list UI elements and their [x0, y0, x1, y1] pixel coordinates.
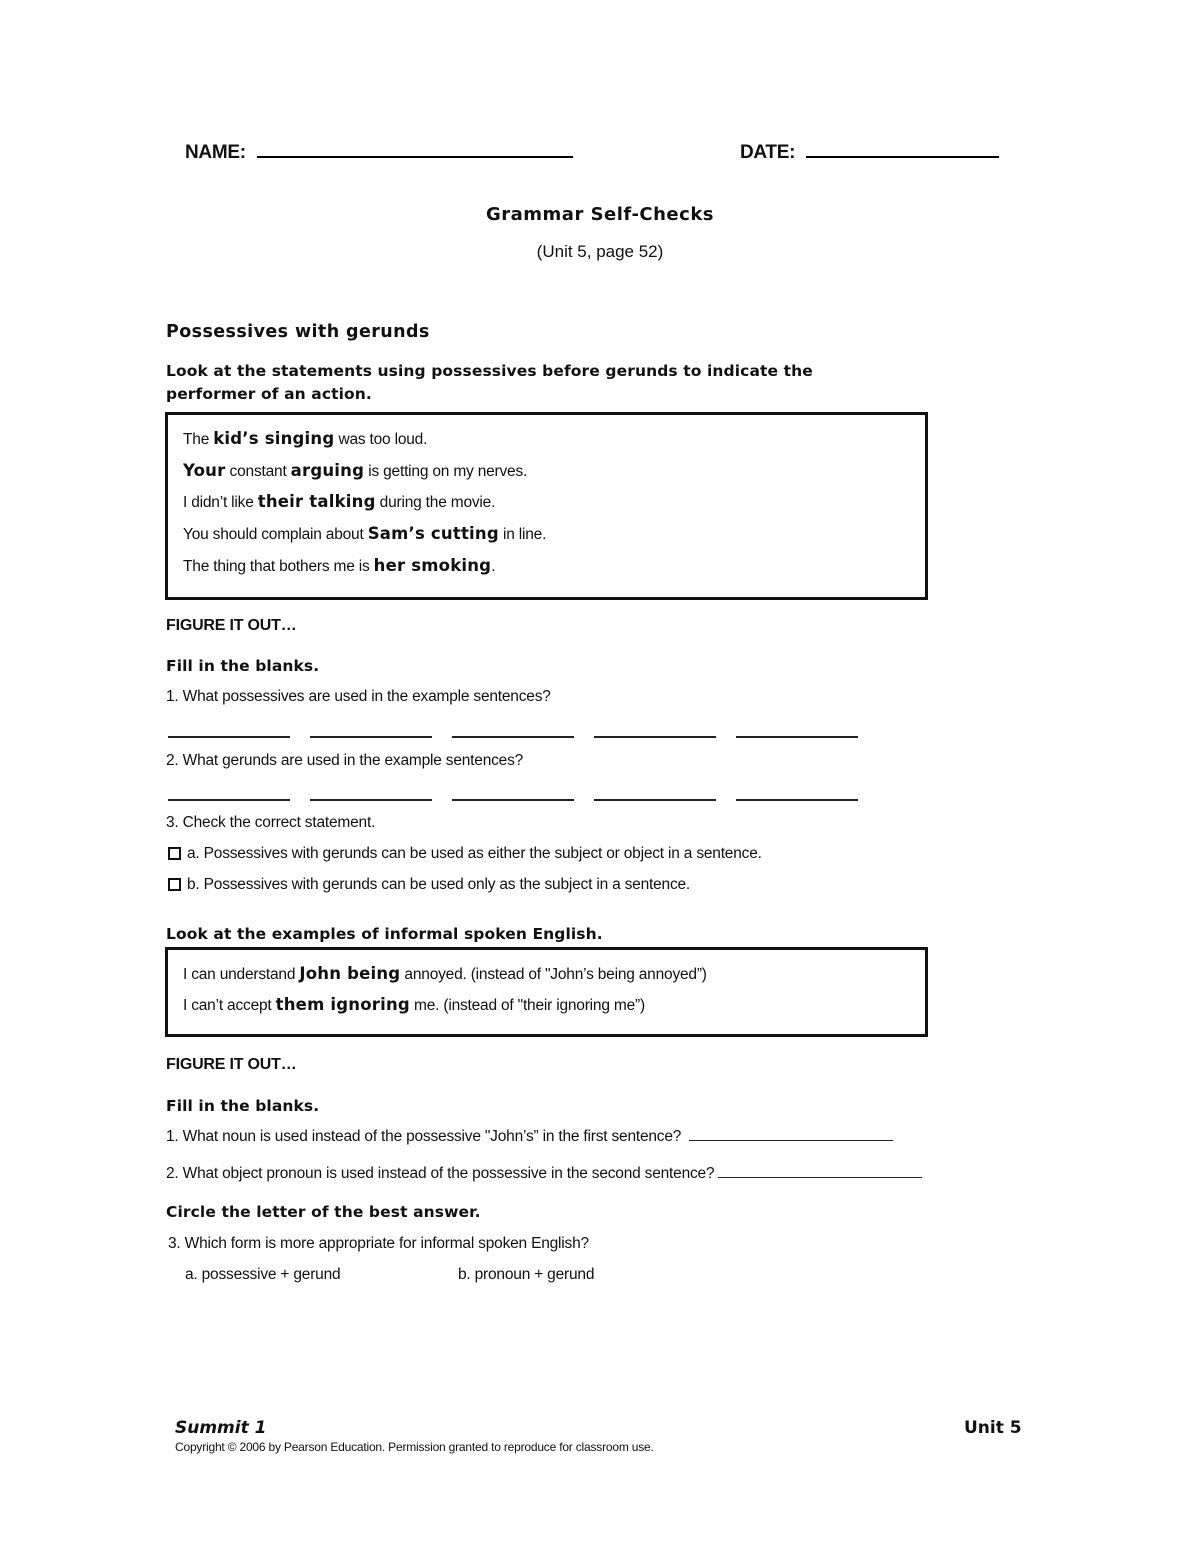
fill-blanks-heading: Fill in the blanks. [166, 657, 320, 675]
option-b[interactable]: b. Possessives with gerunds can be used only as the subject in a sentence. [168, 876, 690, 894]
fill-blanks-heading: Fill in the blanks. [166, 1097, 320, 1115]
answer-blank[interactable] [168, 799, 290, 801]
answer-blank[interactable] [736, 799, 858, 801]
answer-blank[interactable] [310, 799, 432, 801]
example-sentence: You should complain about Sam’s cutting in line. [183, 524, 547, 543]
figure-it-out-heading: FIGURE IT OUT… [166, 617, 297, 634]
examples-box [165, 412, 928, 600]
example-sentence: I didn’t like their talking during the movie. [183, 492, 496, 511]
question-3: 3. Check the correct statement. [166, 814, 376, 831]
option-a[interactable]: a. Possessives with gerunds can be used as either the subject or object in a sentence. [168, 845, 762, 863]
example-sentence: Your constant arguing is getting on my nerves. [183, 461, 528, 480]
page-title: Grammar Self-Checks [485, 204, 714, 225]
answer-blanks-q2 [168, 799, 858, 801]
answer-blank[interactable] [689, 1140, 893, 1141]
example-sentence: I can understand John being annoyed. (instead of "John’s being annoyed”) [183, 964, 707, 983]
example-sentence: The kid’s singing was too loud. [183, 429, 428, 448]
checkbox[interactable] [168, 847, 181, 860]
page-subtitle: (Unit 5, page 52) [536, 242, 664, 261]
question-2-informal: 2. What object pronoun is used instead of the possessive in the second sentence? [166, 1165, 922, 1183]
answer-blank[interactable] [736, 736, 858, 738]
answer-blank[interactable] [594, 736, 716, 738]
example-sentence: The thing that bothers me is her smoking. [183, 556, 496, 575]
copyright-notice: Copyright © 2006 by Pearson Education. Permission granted to reproduce for classroom use. [175, 1440, 654, 1454]
answer-blank[interactable] [718, 1177, 922, 1178]
name-blank[interactable] [257, 156, 573, 158]
date-field[interactable] [740, 142, 999, 164]
date-label: DATE: [740, 142, 796, 163]
answer-blank[interactable] [594, 799, 716, 801]
question-3-informal: 3. Which form is more appropriate for informal spoken English? [168, 1235, 589, 1252]
date-blank[interactable] [806, 156, 999, 158]
choice-a[interactable]: a. possessive + gerund [185, 1266, 341, 1283]
question-1-informal: 1. What noun is used instead of the possessive "John’s” in the first sentence? [166, 1128, 893, 1146]
footer-unit: Unit 5 [964, 1418, 1022, 1438]
name-field[interactable] [185, 142, 573, 164]
section-heading: Possessives with gerunds [166, 322, 430, 342]
figure-it-out-heading: FIGURE IT OUT… [166, 1056, 297, 1073]
answer-blank[interactable] [452, 799, 574, 801]
answer-blank[interactable] [452, 736, 574, 738]
answer-blank[interactable] [168, 736, 290, 738]
answer-blank[interactable] [310, 736, 432, 738]
name-label: NAME: [185, 142, 246, 163]
checkbox[interactable] [168, 878, 181, 891]
circle-heading: Circle the letter of the best answer. [166, 1203, 481, 1221]
question-2: 2. What gerunds are used in the example sentences? [166, 752, 524, 769]
example-sentence: I can’t accept them ignoring me. (instead of "their ignoring me”) [183, 995, 645, 1014]
section-instruction: Look at the statements using possessives before gerunds to indicate the performer of an action. [166, 362, 813, 403]
section-instruction-informal: Look at the examples of informal spoken English. [166, 925, 603, 943]
question-1: 1. What possessives are used in the example sentences? [166, 688, 551, 705]
choice-b[interactable]: b. pronoun + gerund [458, 1266, 595, 1283]
footer-book-title: Summit 1 [175, 1418, 267, 1438]
answer-blanks-q1 [168, 736, 858, 738]
informal-examples-box [165, 947, 928, 1037]
